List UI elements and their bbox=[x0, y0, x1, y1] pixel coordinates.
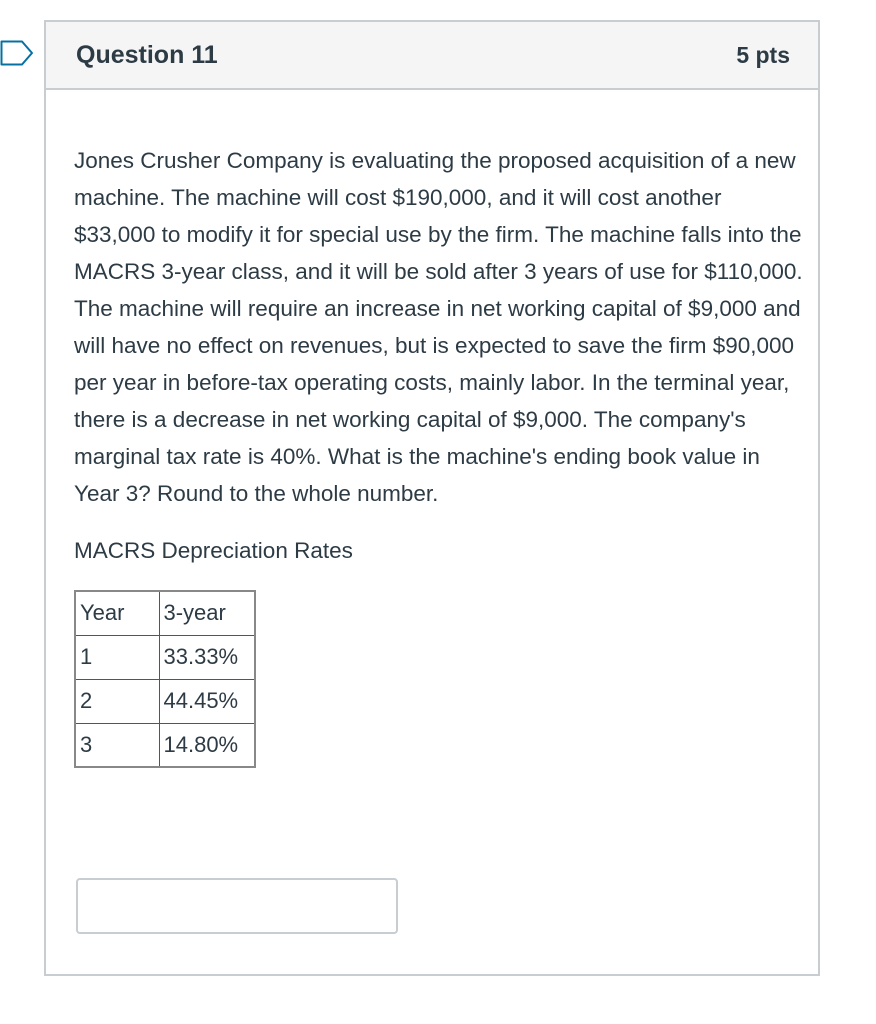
table-header-year: Year bbox=[75, 591, 159, 635]
table-cell-year: 2 bbox=[75, 679, 159, 723]
question-header bbox=[46, 22, 818, 90]
question-card bbox=[44, 20, 820, 976]
macrs-table bbox=[74, 590, 256, 768]
table-row bbox=[75, 679, 255, 723]
question-points: 5 pts bbox=[736, 41, 790, 68]
table-row bbox=[75, 723, 255, 767]
table-header-row bbox=[75, 591, 255, 635]
table-header-3-year: 3-year bbox=[159, 591, 255, 635]
table-cell-rate: 33.33% bbox=[159, 635, 255, 679]
table-cell-year: 3 bbox=[75, 723, 159, 767]
answer-input[interactable] bbox=[76, 878, 398, 934]
table-heading: MACRS Depreciation Rates bbox=[74, 538, 353, 563]
table-cell-rate: 44.45% bbox=[159, 679, 255, 723]
question-title: Question 11 bbox=[76, 40, 218, 69]
question-body bbox=[74, 142, 804, 768]
table-row bbox=[75, 635, 255, 679]
question-text: Jones Crusher Company is evaluating the proposed acquisition of a new machine. The machine will cost $190,000, and it will cost another $33,000 to modify it for special use by the firm. The machine falls into the MACRS 3-year class, and it will be sold after 3 years of use for $110,000. The machine will require an increase in net working capital of $9,000 and will have no effect on revenues, but is expected to save the firm $90,000 per year in before-tax operating costs, mainly labor. In the terminal year, there is a decrease in net working capital of $9,000. The company's marginal tax rate is 40%. What is the machine's ending book value in Year 3? Round to the whole number. bbox=[74, 148, 803, 506]
table-cell-year: 1 bbox=[75, 635, 159, 679]
table-cell-rate: 14.80% bbox=[159, 723, 255, 767]
flag-question-icon[interactable] bbox=[0, 40, 34, 66]
